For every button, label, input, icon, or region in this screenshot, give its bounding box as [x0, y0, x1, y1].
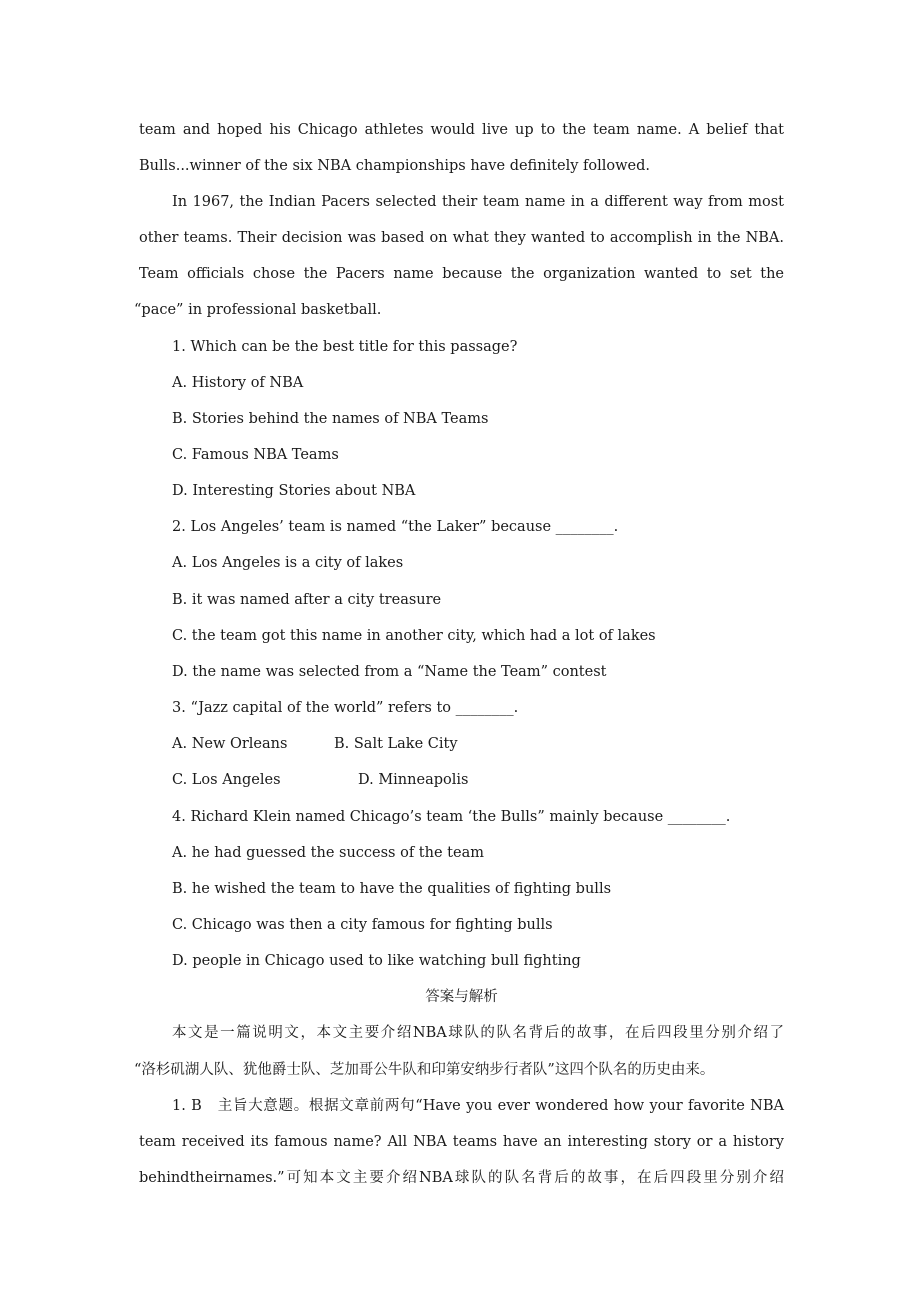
question-2-option-b: B. it was named after a city treasure [172, 592, 442, 608]
question-1-stem: 1. Which can be the best title for this passage? [172, 339, 518, 355]
answer-1-line: 1. B 主旨大意题。根据文章前两句“Have you ever wondered how your favorite NBA [172, 1098, 784, 1114]
question-1-option-d: D. Interesting Stories about NBA [172, 483, 416, 499]
question-2-option-a: A. Los Angeles is a city of lakes [172, 555, 404, 571]
answer-1-line: behindtheirnames.”可知本文主要介绍NBA球队的队名背后的故事，在后四段里分别介绍 [139, 1170, 784, 1186]
question-3-option-a: A. New Orleans [172, 736, 288, 752]
question-4-option-c: C. Chicago was then a city famous for fighting bulls [172, 917, 553, 933]
question-1-option-a: A. History of NBA [172, 375, 304, 391]
question-3-option-b: B. Salt Lake City [334, 736, 458, 752]
question-1-option-b: B. Stories behind the names of NBA Teams [172, 411, 489, 427]
answers-heading: 答案与解析 [425, 989, 498, 1005]
passage-line: In 1967, the Indian Pacers selected their team name in a different way from most [172, 194, 784, 210]
question-3-option-c: C. Los Angeles [172, 772, 281, 788]
answer-1-line: team received its famous name? All NBA teams have an interesting story or a history [139, 1134, 784, 1150]
question-4-stem: 4. Richard Klein named Chicago’s team ‘the Bulls” mainly because ________. [172, 809, 731, 825]
passage-line: “pace” in professional basketball. [134, 302, 382, 318]
question-3-option-d: D. Minneapolis [358, 772, 469, 788]
question-4-option-b: B. he wished the team to have the qualities of fighting bulls [172, 881, 612, 897]
question-4-option-a: A. he had guessed the success of the team [172, 845, 484, 861]
question-3-options-row-2 [172, 770, 784, 790]
passage-line: team and hoped his Chicago athletes would live up to the team name. A belief that [139, 122, 784, 138]
question-3-stem: 3. “Jazz capital of the world” refers to ________. [172, 700, 519, 716]
question-1-option-c: C. Famous NBA Teams [172, 447, 339, 463]
question-2-option-c: C. the team got this name in another city, which had a lot of lakes [172, 628, 656, 644]
question-3-options-row-1 [172, 734, 784, 754]
question-4-option-d: D. people in Chicago used to like watching bull fighting [172, 953, 581, 969]
passage-line: other teams. Their decision was based on what they wanted to accomplish in the NBA. [139, 230, 784, 246]
passage-line: Bulls...winner of the six NBA championships have definitely followed. [139, 158, 651, 174]
question-2-option-d: D. the name was selected from a “Name the Team” contest [172, 664, 607, 680]
passage-line: Team officials chose the Pacers name because the organization wanted to set the [139, 266, 784, 282]
answers-intro-line: “洛杉矶湖人队、犹他爵士队、芝加哥公牛队和印第安纳步行者队”这四个队名的历史由来。 [134, 1062, 715, 1078]
answers-intro-line: 本文是一篇说明文，本文主要介绍NBA球队的队名背后的故事，在后四段里分别介绍了 [172, 1025, 784, 1041]
question-2-stem: 2. Los Angeles’ team is named “the Laker” because ________. [172, 519, 619, 535]
